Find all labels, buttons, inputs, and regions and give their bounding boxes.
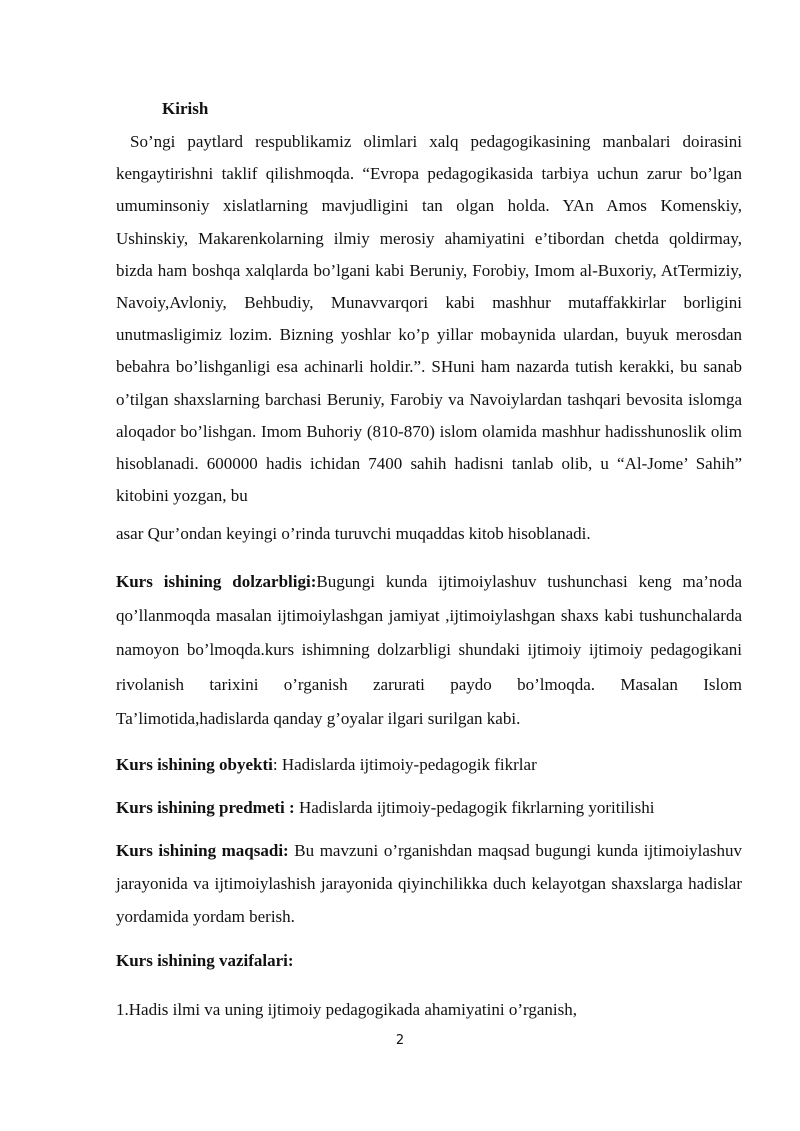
page-number: 2 xyxy=(395,1033,405,1048)
intro-paragraph: So’ngi paytlard respublikamiz olimlari xalq pedagogikasining manbalari doirasini kengaytirishni taklif qilishmoqda. “Evropa pedagogikasida tarbiya uchun zarur bo’lgan umuminsoniy xislatlarning mavjudligini tan olgan holda. YAn Amos Komenskiy, Ushinskiy, Makarenkolarning ilmiy merosiy ahamiyatini e’tibordan chetda qoldirmay, bizda ham boshqa xalqlarda bo’lgani kabi Beruniy, Forobiy, Imom al-Buxoriy, AtTermiziy, Navoiy,Avloniy, Behbudiy, Munavvarqori kabi mashhur mutaffakkirlar borligini unutmasligimiz lozim. Bizning yoshlar ko’p yillar mobaynida ulardan, buyuk merosdan bebahra bo’lishganligi esa achinarli holdir.”. SHuni ham nazarda tutish kerakki, bu sanab o’tilgan shaxslarning barchasi Beruniy, Farobiy va Navoiylardan tashqari bevosita islomga aloqador bo’lishgan. Imom Buhoriy (810-870) islom olamida mashhur hadisshunoslik olim hisoblanadi. 600000 hadis ichidan 7400 sahih hadisni tanlab olib, u “Al-Jome’ Sahih” kitobini yozgan, bu xyxy=(116,132,742,506)
subject-text: Hadislarda ijtimoiy-pedagogik fikrlarning yoritilishi xyxy=(294,797,655,817)
tasks-heading: Kurs ishining vazifalari: xyxy=(116,950,294,970)
subject-label: Kurs ishining predmeti : xyxy=(116,797,295,817)
section-title: Kirish xyxy=(162,99,209,118)
object-separator: : xyxy=(272,754,278,774)
task-item-1: 1.Hadis ilmi va uning ijtimoiy pedagogikada ahamiyatini o’rganish, xyxy=(116,999,577,1019)
subject-paragraph xyxy=(116,793,742,823)
purpose-label: Kurs ishining maqsadi: xyxy=(116,840,289,860)
page-content xyxy=(116,98,742,1025)
purpose-text: Bu mavzuni o’rganishdan maqsad bugungi kunda ijtimoiylashuv jarayonida va ijtimoiylashish jarayonida qiyinchilikka duch kelayotgan shaxslarga hadislar yordamida yordam berish. xyxy=(116,840,742,926)
intro-last-line: asar Qur’ondan keyingi o’rinda turuvchi muqaddas kitob hisoblanadi. xyxy=(116,524,591,544)
relevance-paragraph xyxy=(116,565,742,737)
purpose-paragraph xyxy=(116,834,742,933)
object-text: Hadislarda ijtimoiy-pedagogik fikrlar xyxy=(277,754,537,774)
relevance-label: Kurs ishining dolzarbligi: xyxy=(116,571,317,591)
relevance-text: Bugungi kunda ijtimoiylashuv tushunchasi keng ma’noda qo’llanmoqda masalan ijtimoiylashgan jamiyat ,ijtimoiylashgan shaxs kabi tushunchalarda namoyon bo’lmoqda.kurs ishimning dolzarbligi shundaki ijtimoiy ijtimoiy pedagogikani rivolanish tarixini o’rganish zarurati paydo bo’lmoqda. Masalan Islom Ta’limotida,hadislarda qanday g’oyalar ilgari surilgan kabi. xyxy=(116,571,742,729)
object-paragraph xyxy=(116,750,742,780)
object-label: Kurs ishining obyekti xyxy=(116,754,273,774)
